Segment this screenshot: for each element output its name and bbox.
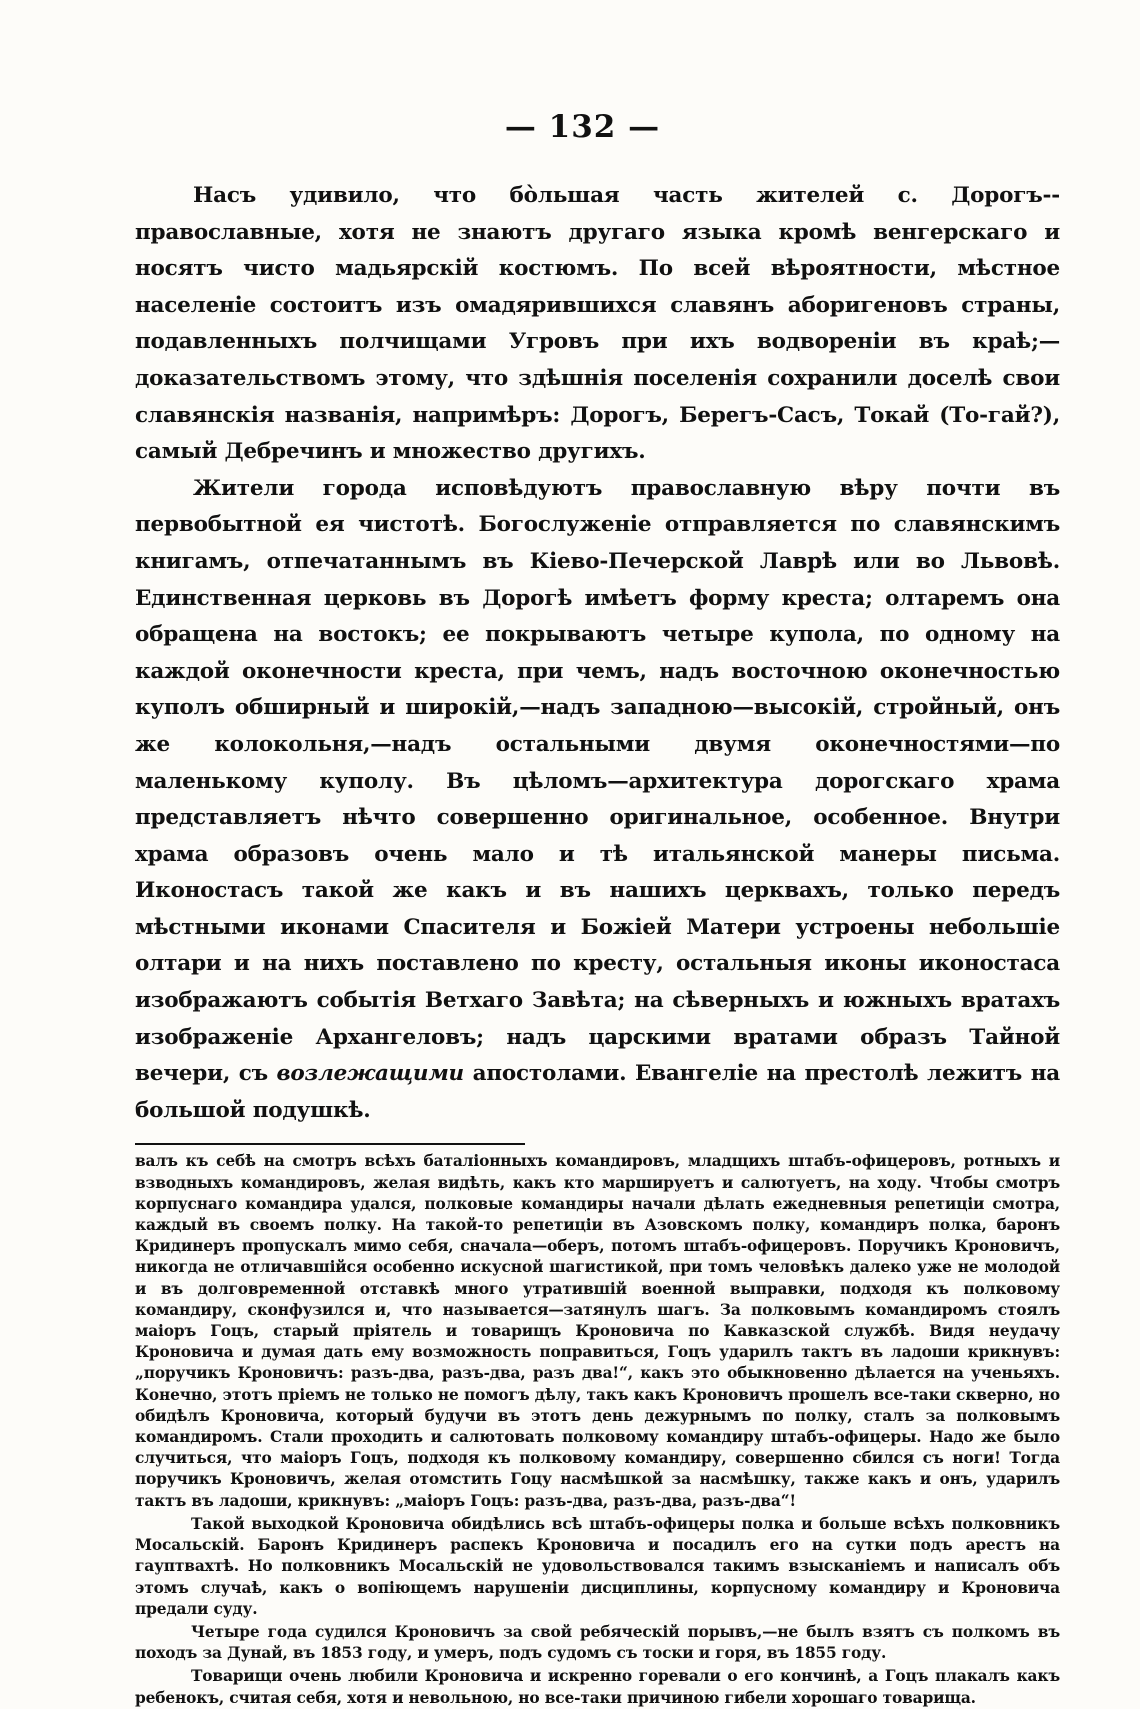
footnote-paragraph-4: Товарищи очень любили Кроновича и искренно горевали о его кончинѣ, а Гоцъ плакалъ какъ ребенокъ, считая себя, хотя и невольною, но все-таки причиною гибели хорошаго товарища. [135, 1667, 1060, 1707]
footnote-rule [135, 1143, 525, 1145]
footnotes [135, 1151, 1060, 1708]
main-paragraph-2-text: Жители города исповѣдуютъ православную вѣру почти въ первобытной ея чистотѣ. Богослуженіе отправляется по славянскимъ книгамъ, отпечатаннымъ въ Кіево-Печерской Лаврѣ или во Львовѣ. Единственная церковь въ Дорогѣ имѣетъ форму креста; олтаремъ она обращена на востокъ; ее покрываютъ четыре купола, по одному на каждой оконечности креста, при чемъ, надъ восточною оконечностью куполъ обширный и широкій,—надъ западною—высокій, стройный, онъ же колокольня,—надъ остальными двумя оконечностями—по маленькому куполу. Въ цѣломъ—архитектура дорогскаго храма представляетъ нѣчто совершенно оригинальное, особенное. Внутри храма образовъ очень мало и тѣ итальянской манеры письма. Иконостасъ такой же какъ и въ нашихъ церквахъ, только передъ мѣстными иконами Спасителя и Божіей Матери устроены небольшіе олтари и на нихъ поставлено по кресту, остальныя иконы иконостаса изображаютъ событія Ветхаго Завѣта; на сѣверныхъ и южныхъ вратахъ изображеніе Архангеловъ; надъ царскими вратами образъ Тайной вечери, съ [135, 475, 1060, 1087]
main-paragraph-1: Насъ удивило, что бо̀льшая часть жителей с. Дорогъ--православные, хотя не знаютъ другаго языка кромѣ венгерскаго и носятъ чисто мадьярскій костюмъ. По всей вѣроятности, мѣстное населеніе состоитъ изъ омадярившихся славянъ аборигеновъ страны, подавленныхъ полчищами Угровъ при ихъ водвореніи въ краѣ;—доказательствомъ этому, что здѣшнія поселенія сохранили доселѣ свои славянскія названія, напримѣръ: Дорогъ, Берегъ-Сасъ, Токай (То-гай?), самый Дебречинъ и множество другихъ. [135, 183, 1060, 465]
main-paragraph-2-tail: апостолами. Евангеліе на престолѣ лежитъ на большой подушкѣ. [135, 1061, 1060, 1123]
main-paragraph-2 [135, 471, 1060, 1130]
page-number: — 132 — [504, 109, 661, 145]
footnote-paragraph-1: валъ къ себѣ на смотръ всѣхъ баталіонныхъ командировъ, младщихъ штабъ-офицеровъ, ротныхъ и взводныхъ командировъ, желая видѣть, какъ кто маршируетъ и салютуетъ, на ходу. Чтобы смотръ корпуснаго командира удался, полковые командиры начали дѣлать ежедневныя репетиціи смотра, каждый въ своемъ полку. На такой-то репетиціи въ Азовскомъ полку, командиръ полка, баронъ Кридинеръ пропускалъ мимо себя, сначала—оберъ, потомъ штабъ-офицеровъ. Поручикъ Кроновичъ, никогда не отличавшійся особенно искусной шагистикой, при томъ человѣкъ далеко уже не молодой и въ долговременной отставкѣ много утратившій военной выправки, подходя къ полковому командиру, сконфузился и, что называется—затянулъ шагъ. За полковымъ командиромъ стоялъ маіоръ Гоцъ, старый пріятель и товарищъ Кроновича по Кавказской службѣ. Видя неудачу Кроновича и думая дать ему возможность поправиться, Гоцъ ударилъ тактъ въ ладоши крикнувъ: „поручикъ Кроновичъ: разъ-два, разъ-два, разъ два!“, какъ это обыкновенно дѣлается на ученьяхъ. Конечно, этотъ пріемъ не только не помогъ дѣлу, такъ какъ Кроновичъ прошелъ все-таки скверно, но обидѣлъ Кроновича, который будучи въ этотъ день дежурнымъ по полку, сталъ за полковымъ командиромъ. Стали проходить и салютовать полковому командиру штабъ-офицеры. Надо же было случиться, что маіоръ Гоцъ, подходя къ полковому командиру, совершенно сбился съ ноги! Тогда поручикъ Кроновичъ, желая отомстить Гоцу насмѣшкой за насмѣшку, также какъ и онъ, ударилъ тактъ въ ладоши, крикнувъ: „маіоръ Гоцъ: разъ-два, разъ-два, разъ-два“! [135, 1152, 1060, 1510]
footnote-paragraph-2: Такой выходкой Кроновича обидѣлись всѣ штабъ-офицеры полка и больше всѣхъ полковникъ Мосальскій. Баронъ Кридинеръ распекъ Кроновича и посадилъ его на сутки подъ арестъ на гауптвахтѣ. Но полковникъ Мосальскій не удовольствовался такимъ взысканіемъ и написалъ объ этомъ случаѣ, какъ о вопіющемъ нарушеніи дисциплины, корпусному командиру и Кроновича предали суду. [135, 1514, 1060, 1618]
italic-phrase: возлежащими [276, 1061, 464, 1087]
footnote-paragraph-3: Четыре года судился Кроновичъ за свой ребяческій порывъ,—не былъ взятъ съ полкомъ въ походъ за Дунай, въ 1853 году, и умеръ, подъ судомъ съ тоски и горя, въ 1855 году. [135, 1622, 1060, 1663]
main-text [135, 178, 1060, 1129]
